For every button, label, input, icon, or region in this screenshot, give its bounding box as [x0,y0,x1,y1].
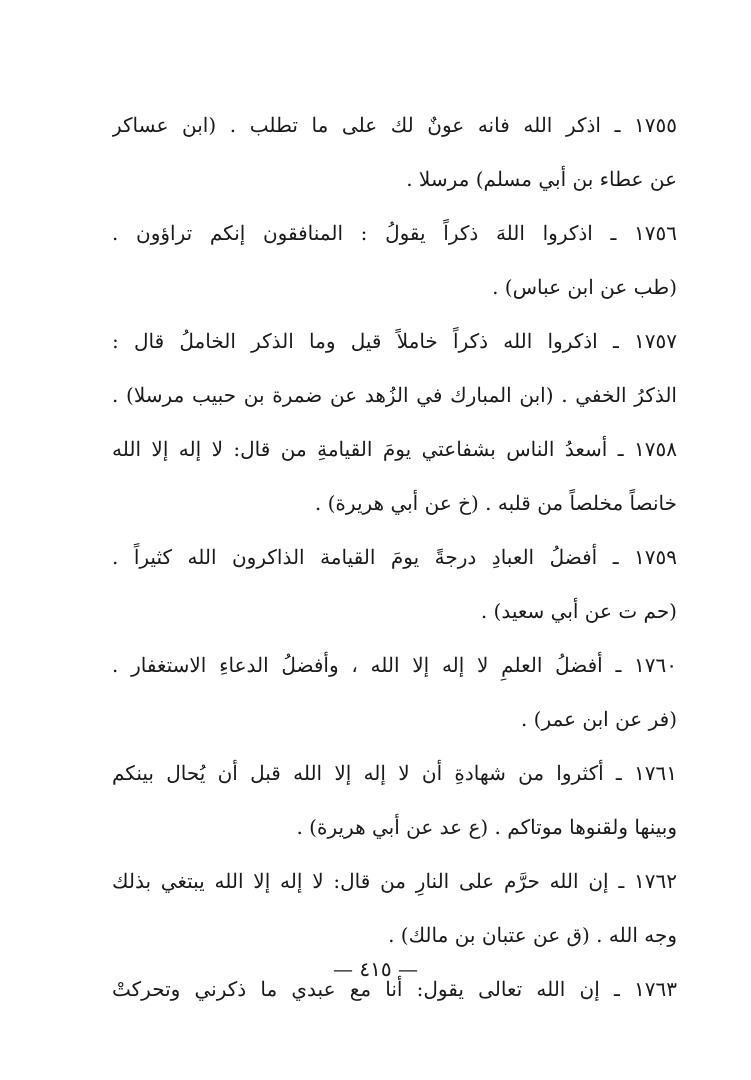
text-line: ١٧٦٣ ـ إن الله تعالى يقول: أنا مع عبدي ما ذكرني وتحركتْ [112,977,677,1001]
text-line: ١٧٥٨ ـ أسعدُ الناس بشفاعتي يومَ القيامةِ من قال: لا إله إلا الله [112,437,677,461]
text-line: وجه الله . (ق عن عتبان بن مالك) . [388,923,677,947]
text-line: ١٧٦١ ـ أكثروا من شهادةِ أن لا إله إلا الله قبل أن يُحال بينكم [112,761,677,785]
text-line: خانصاً مخلصاً من قلبه . (خ عن أبي هريرة) . [314,491,677,515]
text-line: ١٧٥٥ ـ اذكر الله فانه عونٌ لك على ما تطلب . (ابن عساكر [112,113,677,137]
text-line: ١٧٦٠ ـ أفضلُ العلمِ لا إله إلا الله ، وأفضلُ الدعاءِ الاستغفار . [112,653,677,677]
text-line: وبينها ولقنوها موتاكم . (ع عد عن أبي هريرة) . [296,815,677,839]
text-line: ١٧٥٧ ـ اذكروا الله ذكراً خاملاً قيل وما الذكر الخاملُ قال : [112,329,677,353]
text-line: عن عطاء بن أبي مسلم) مرسلا . [406,167,677,191]
text-line: (حم ت عن أبي سعيد) . [480,599,677,623]
text-line: الذكرُ الخفي . (ابن المبارك في الزُهد عن ضمرة بن حبيب مرسلا) . [112,383,677,407]
hadith-text-column [112,98,677,1016]
text-line: (طب عن ابن عباس) . [492,275,677,299]
text-line: (فر عن ابن عمر) . [520,707,677,731]
page-number: — ٤١٥ — [333,957,418,981]
text-line: ١٧٦٢ ـ إن الله حرَّم على النارِ من قال: لا إله إلا الله يبتغي بذلك [112,869,677,893]
text-line: ١٧٥٦ ـ اذكروا اللهَ ذكراً يقولُ : المنافقون إنكم تراؤون . [112,221,677,245]
text-line: ١٧٥٩ ـ أفضلُ العبادِ درجةً يومَ القيامة الذاكرون الله كثيراً . [112,545,677,569]
